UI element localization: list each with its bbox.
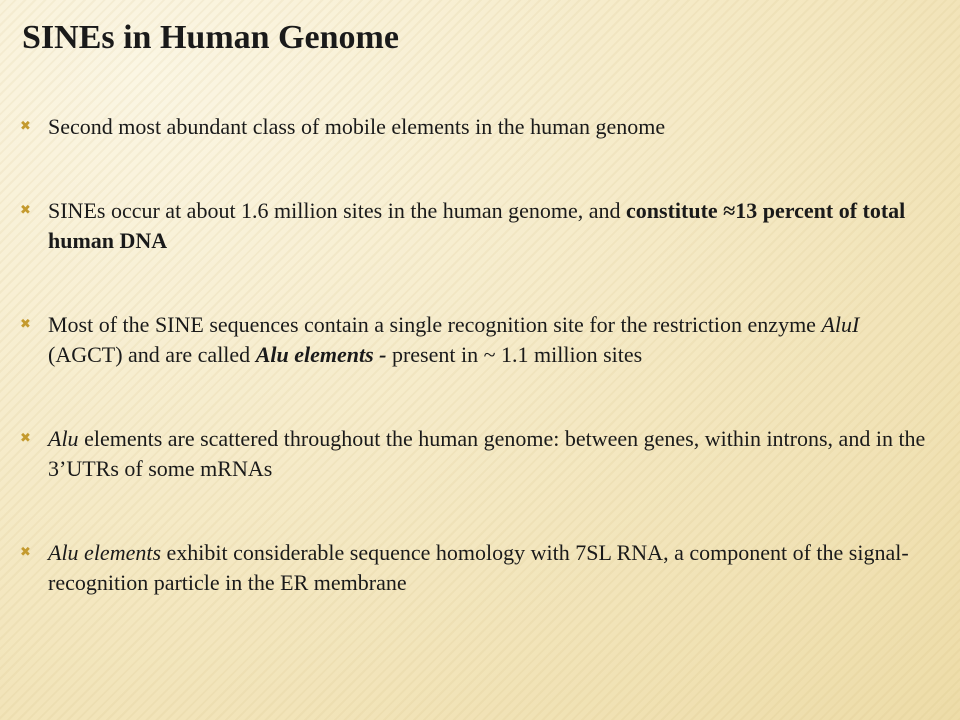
x-bullet-icon: ✖ <box>20 203 31 218</box>
x-bullet-icon: ✖ <box>20 317 31 332</box>
bullet-item <box>20 196 930 256</box>
bullet-text: Second most abundant class of mobile elements in the human genome <box>48 114 666 139</box>
bullet-text-italic: AluI <box>821 312 860 337</box>
bullet-list <box>20 112 930 598</box>
bullet-item <box>20 424 930 484</box>
x-bullet-icon: ✖ <box>20 431 31 446</box>
bullet-text: SINEs occur at about 1.6 million sites in the human genome, and <box>48 198 627 223</box>
slide-title: SINEs in Human Genome <box>22 19 399 56</box>
bullet-item <box>20 310 930 370</box>
bullet-text: Most of the SINE sequences contain a single recognition site for the restriction enzyme <box>48 312 822 337</box>
bullet-text: (AGCT) and are called <box>48 342 256 367</box>
bullet-text-italic: Alu <box>48 426 79 451</box>
bullet-text-bold: constitute ≈13 percent of total human DNA <box>48 198 906 253</box>
bullet-text: elements are scattered throughout the human genome: between genes, within introns, and in the 3’UTRs of some mRNAs <box>48 426 926 481</box>
bullet-text-bold-italic: Alu elements - <box>255 342 387 367</box>
bullet-text-italic: Alu elements <box>48 540 162 565</box>
bullet-text: exhibit considerable sequence homology with 7SL RNA, a component of the signal-recognition particle in the ER membrane <box>48 540 909 595</box>
bullet-item <box>20 538 930 598</box>
x-bullet-icon: ✖ <box>20 545 31 560</box>
bullet-text: present in ~ 1.1 million sites <box>386 342 643 367</box>
bullet-item <box>20 112 930 142</box>
x-bullet-icon: ✖ <box>20 119 31 134</box>
